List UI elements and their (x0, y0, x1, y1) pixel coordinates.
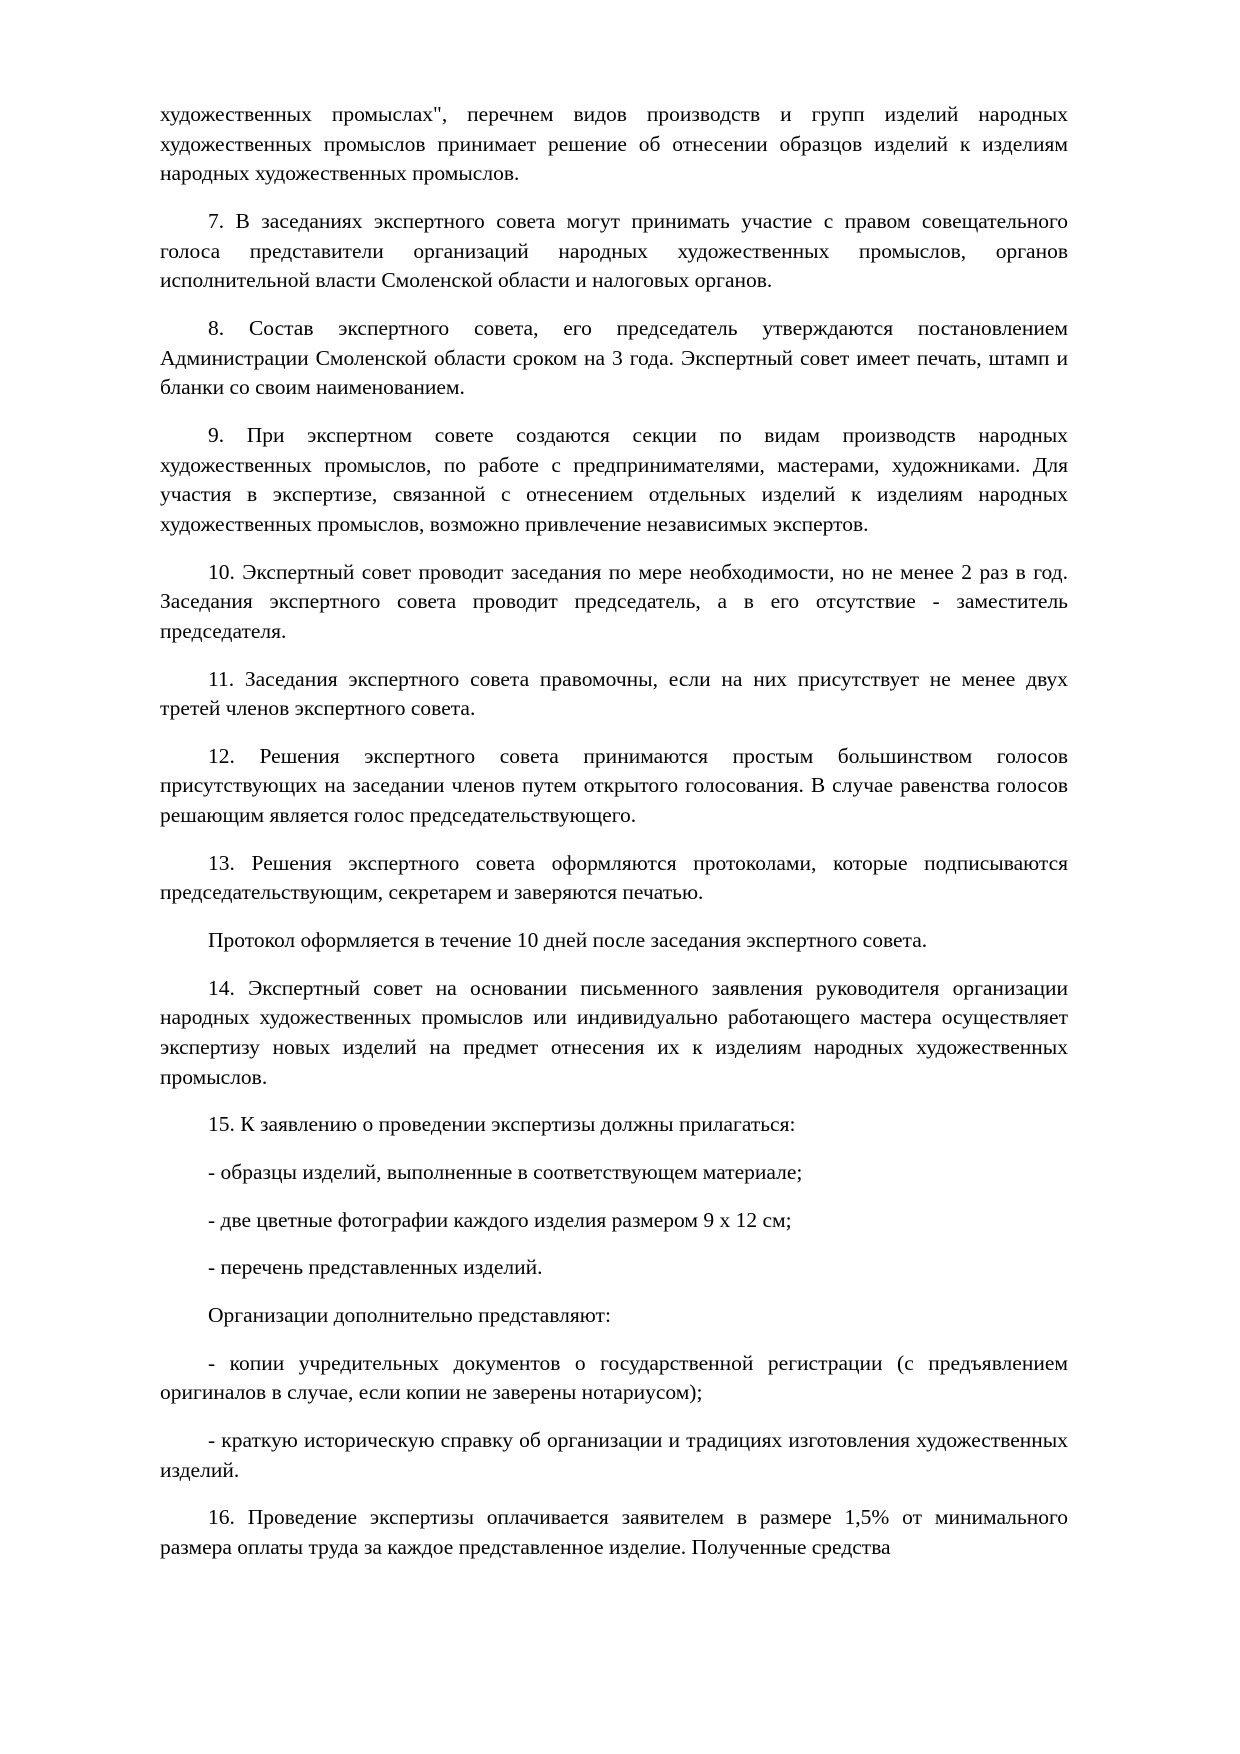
paragraph-bullet-samples: - образцы изделий, выполненные в соответствующем материале; (208, 1160, 803, 1185)
paragraph-item-16: 16. Проведение экспертизы оплачивается заявителем в размере 1,5% от минимального размера оплаты труда за каждое представленное изделие. Полученные средства (160, 1505, 1068, 1559)
paragraph-protocol-term: Протокол оформляется в течение 10 дней после заседания экспертного совета. (208, 928, 928, 953)
paragraph-item-11: 11. Заседания экспертного совета правомочны, если на них присутствует не менее двух третей членов экспертного совета. (160, 666, 1068, 721)
paragraph-bullet-photos: - две цветные фотографии каждого изделия размером 9 х 12 см; (208, 1207, 792, 1232)
paragraph-item-12: 12. Решения экспертного совета принимаются простым большинством голосов присутствующих на заседании членов путем открытого голосования. В случае равенства голосов решающим является голос председательствующего. (160, 743, 1068, 828)
paragraph-item-9: 9. При экспертном совете создаются секции по видам производств народных художественных промыслов, по работе с предпринимателями, мастерами, художниками. Для участия в экспертизе, связанной с отнесением отдельных изделий к изделиям народных художественных промыслов, возможно привлечение независимых экспертов. (160, 422, 1068, 536)
paragraph-continuation: художественных промыслах", перечнем видов производств и групп изделий народных художественных промыслов принимает решение об отнесении образцов изделий к изделиям народных художественных промыслов. (160, 102, 1068, 186)
paragraph-item-14: 14. Экспертный совет на основании письменного заявления руководителя организации народных художественных промыслов или индивидуально работающего мастера осуществляет экспертизу новых изделий на предмет отнесения их к изделиям народных художественных промыслов. (160, 975, 1068, 1089)
paragraph-item-10: 10. Экспертный совет проводит заседания по мере необходимости, но не менее 2 раз в год. Заседания экспертного совета проводит председатель, а в его отсутствие - заместитель председателя. (160, 559, 1068, 643)
paragraph-item-8: 8. Состав экспертного совета, его председатель утверждаются постановлением Администрации Смоленской области сроком на 3 года. Экспертный совет имеет печать, штамп и бланки со своим наименованием. (160, 315, 1068, 400)
paragraph-item-15: 15. К заявлению о проведении экспертизы должны прилагаться: (208, 1112, 796, 1137)
paragraph-bullet-history: - краткую историческую справку об организации и традициях изготовления художественных изделий. (160, 1427, 1068, 1482)
paragraph-organizations-intro: Организации дополнительно представляют: (208, 1303, 611, 1327)
paragraph-bullet-copies: - копии учредительных документов о государственной регистрации (с предъявлением оригиналов в случае, если копии не заверены нотариусом); (160, 1350, 1068, 1405)
paragraph-item-7: 7. В заседаниях экспертного совета могут принимать участие с правом совещательного голоса представители организаций народных художественных промыслов, органов исполнительной власти Смоленской области и налоговых органов. (160, 208, 1068, 293)
document-body (160, 100, 1068, 1563)
paragraph-bullet-list: - перечень представленных изделий. (208, 1255, 543, 1280)
paragraph-item-13: 13. Решения экспертного совета оформляются протоколами, которые подписываются председательствующим, секретарем и заверяются печатью. (160, 850, 1068, 905)
